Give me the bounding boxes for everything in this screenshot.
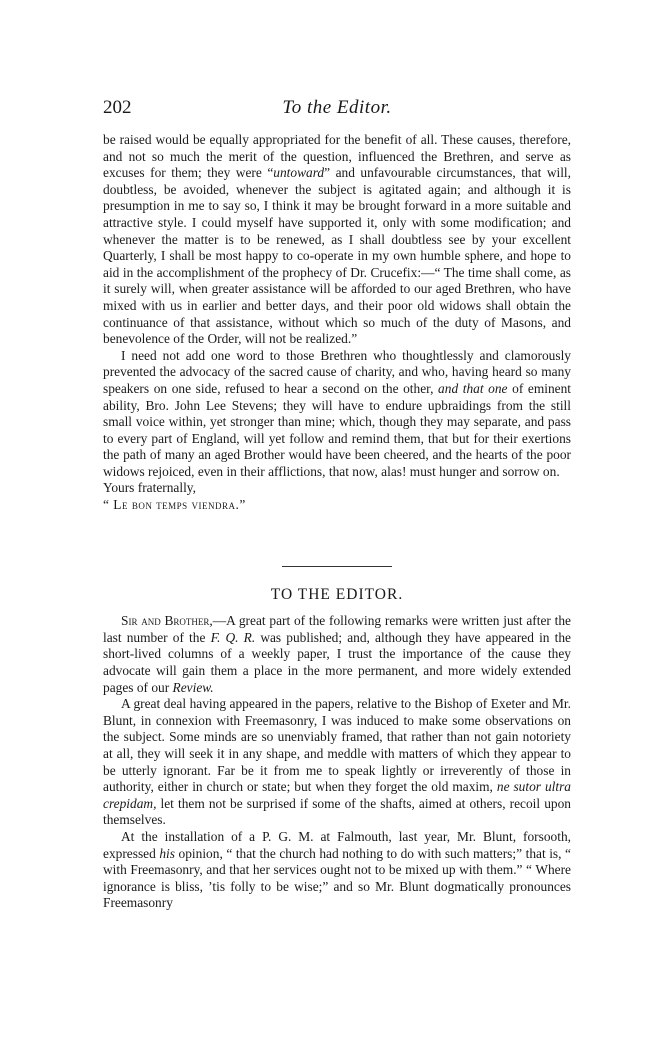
running-title: To the Editor.	[282, 97, 392, 118]
running-head	[103, 97, 571, 121]
letter1-paragraph-1: be raised would be equally appropriated for the benefit of all. These causes, therefore, and not so much the merit of the question, influenced the Brethren, and serve as excuses for them; they were “untoward” and unfavourable circumstances, that will, doubtless, be avoided, whenever the subject is agitated again; and although it is presumption in me to say so, I think it may be brought forward in a more suitable and attractive style. I could myself have supported it, only with some modification; and whenever the matter is to be renewed, as I shall doubtless see by your excellent Quarterly, I shall be most happy to co-operate in my own humble sphere, and hope to aid in the accomplishment of the prophecy of Dr. Crucefix:—“ The time shall come, as it surely will, when greater assistance will be afforded to our aged Brethren, who have mixed with us in earlier and better days, and their poor old widows shall obtain the continuance of that assistance, without which so much of the duty of Masons, and benevolence of the Order, will not be realized.”	[103, 132, 571, 347]
section-title: TO THE EDITOR.	[270, 585, 404, 603]
body-text	[103, 132, 571, 912]
page-number: 202	[103, 97, 132, 118]
salutation: Sir and Brother,	[121, 613, 213, 629]
letter2-paragraph-3: At the installation of a P. G. M. at Falmouth, last year, Mr. Blunt, forsooth, expressed his opinion, “ that the church had nothing to do with such matters;” that is, “ with Freemasonry, and that her services ought not to be mixed up with them.” “ Where ignorance is bliss, ’tis folly to be wise;” and so Mr. Blunt dogmatically pronounces Freemasonry	[103, 828, 571, 911]
letter1-paragraph-2: I need not add one word to those Brethren who thoughtlessly and clamorously prevented the advocacy of the sacred cause of charity, and who, having heard so many speakers on one side, refused to hear a second on the other, and that one of eminent ability, Bro. John Lee Stevens; they will have to endure upbraidings from the still small voice within, yet stronger than mine; which, though they may separate, and pass to every part of England, will yet follow and remind them, that but for their exertions the path of many an aged Brother would have been cheered, and the hearts of the poor widows rejoiced, even in their afflictions, that now, alas! must hunger and sorrow on.	[103, 347, 572, 479]
letter2-paragraph-2: A great deal having appeared in the papers, relative to the Bishop of Exeter and Mr. Blunt, in connexion with Freemasonry, I was induced to make some observations on the subject. Some minds are so unenviably framed, that rather than not gain notoriety at all, they will seek it in any shape, and meddle with matters of which they appear to be utterly ignorant. Far be it from me to speak lightly or irreverently of those in authority, either in church or state; but when they forget the old maxim, ne sutor ultra crepidam, let them not be surprised if some of the shafts, aimed at others, recoil upon themselves.	[103, 696, 571, 828]
letter1-closing: Yours fraternally,	[103, 480, 196, 496]
letter1-signature: “ Le bon temps viendra.”	[103, 497, 246, 513]
letter2-paragraph-1: Sir and Brother,—A great part of the following remarks were written just after the last number of the F. Q. R. was published; and, although they have appeared in the short-lived columns of a weekly paper, I trust the importance of the cause they advocate will gain them a place in the more permanent, and more widely extended pages of our Review.	[103, 613, 571, 695]
section-divider	[282, 566, 392, 567]
